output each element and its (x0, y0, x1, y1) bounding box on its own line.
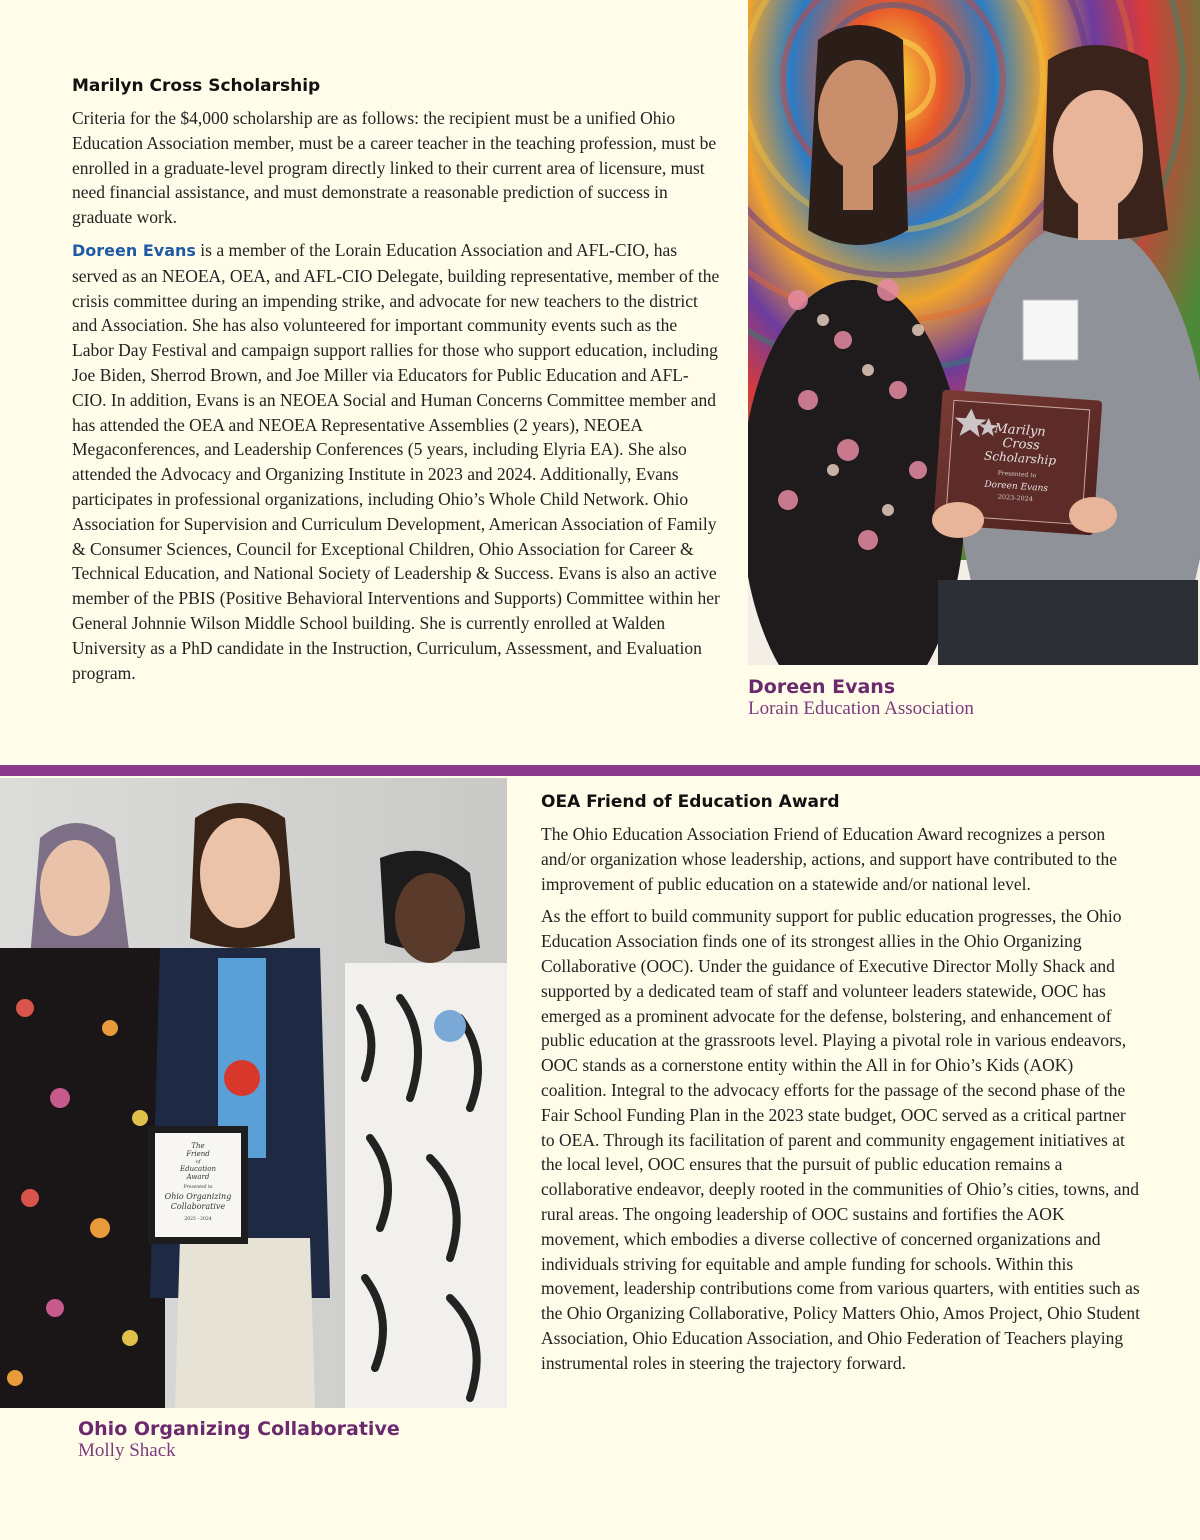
caption-recipient-name: Doreen Evans (748, 676, 896, 698)
scholarship-criteria: Criteria for the $4,000 scholarship are as follows: the recipient must be a unified Ohio Education Association member, must be a career teacher in the teaching profession, must be enrolled in a graduate-level program directly linked to their current area of licensure, must need financial assistance, and must demonstrate a reasonable prediction of success in graduate work. (72, 108, 717, 228)
photo2-caption (78, 1418, 400, 1462)
plaque-recipient: Doreen Evans (984, 479, 1049, 495)
friend-of-education-section (541, 792, 1141, 1384)
scholarship-section (72, 76, 720, 693)
recipient-bio-text: is a member of the Lorain Education Association and AFL-CIO, has served as an NEOEA, OEA, and AFL-CIO Delegate, building representative, member of the crisis committee during an impending strike, and advocate for new teachers to the district and Association. She has also volunteered for important community events such as the Labor Day Festival and campaign support rallies for those who support education, including Joe Biden, Sherrod Brown, and Joe Miller via Educators for Public Education and AFL- CIO. In addition, Evans is an NEOEA Social and Human Concerns Committee member and has attended the OEA and NEOEA Representative Assemblies (2 years), NEOEA Megaconferences, and Leadership Conferences (5 years, including Elyria EA). She also attended the Advocacy and Organizing Institute in 2023 and 2024. Additionally, Evans participates in professional organizations, including Ohio’s Whole Child Network. Ohio Association for Supervision and Curriculum Development, American Association of Family & Consumer Sciences, Council for Exceptional Children, Ohio Association for Career & Technical Education, and National Society of Leadership & Success. Evans is also an active member of the PBIS (Positive Behavioral Interventions and Supports) Committee within her General Johnnie Wilson Middle School building. She is currently enrolled at Walden University as a PhD candidate in the Instruction, Curriculum, Assessment, and Evaluation program. (72, 239, 720, 683)
friend-award-body: As the effort to build community support for public education progresses, the Ohio Education Association finds one of its strongest allies in the Ohio Organizing Collaborative (OOC). Under the guidance of Executive Director Molly Shack and supported by a dedicated team of staff and volunteer leaders statewide, OOC has emerged as a prominent advocate for the defense, bolstering, and enhancement of public education at the grassroots level. Playing a pivotal role in various endeavors, OOC stands as a cornerstone entity within the All in for Ohio’s Kids (AOK) coalition. Integral to the advocacy efforts for the passage of the second phase of the Fair School Funding Plan in the 2023 state budget, OOC served as a critical partner to OEA. Through its facilitation of parent and community engagement initiatives at the local level, OOC ensures that the pursuit of public education remains a collaborative endeavor, deeply rooted in the communities of Ohio’s cities, towns, and rural areas. The ongoing leadership of OOC sustains and fortifies the AOK movement, which embodies a diverse collective of concerned organizations and individuals striving for equitable and ample funding for schools. Within this movement, leadership contributions come from various quarters, with entities such as the Ohio Organizing Collaborative, Policy Matters Ohio, Amos Project, Ohio Student Association, Ohio Education Association, and Ohio Federation of Teachers playing instrumental roles in steering the trajectory forward. (541, 906, 1140, 1373)
photo1-caption (748, 676, 974, 720)
plaque-title-2: Cross (1001, 435, 1041, 454)
award-org1: Ohio Organizing (164, 1192, 232, 1201)
caption-person-name: Molly Shack (78, 1440, 176, 1461)
scholarship-heading: Marilyn Cross Scholarship (72, 76, 321, 96)
caption-org-name: Ohio Organizing Collaborative (78, 1418, 400, 1440)
award-line5: Award (186, 1173, 210, 1181)
plaque-presented: Presented to (997, 469, 1037, 480)
award-line1: The (191, 1142, 205, 1150)
section-divider (0, 765, 1200, 776)
award-line4: Education (180, 1165, 216, 1173)
friend-award-heading: OEA Friend of Education Award (541, 792, 840, 812)
recipient-name: Doreen Evans (72, 240, 196, 260)
recipient-bio (72, 238, 720, 685)
caption-recipient-org: Lorain Education Association (748, 698, 974, 719)
award-years: 2023 - 2024 (184, 1217, 212, 1222)
friend-award-intro: The Ohio Education Association Friend of Education Award recognizes a person and/or organization whose leadership, actions, and support have contributed to the improvement of public education on a statewide and/or national level. (541, 824, 1118, 894)
plaque-title-1: Marilyn (993, 421, 1047, 440)
ohio-organizing-collaborative-photo (0, 778, 507, 1408)
award-presented: Presented to (183, 1185, 213, 1190)
award-line3: of (195, 1159, 201, 1165)
doreen-evans-photo (748, 0, 1200, 665)
plaque-years: 2023-2024 (997, 492, 1034, 504)
award-line2: Friend (186, 1150, 210, 1158)
award-org2: Collaborative (170, 1202, 226, 1211)
plaque-title-3: Scholarship (983, 448, 1057, 468)
